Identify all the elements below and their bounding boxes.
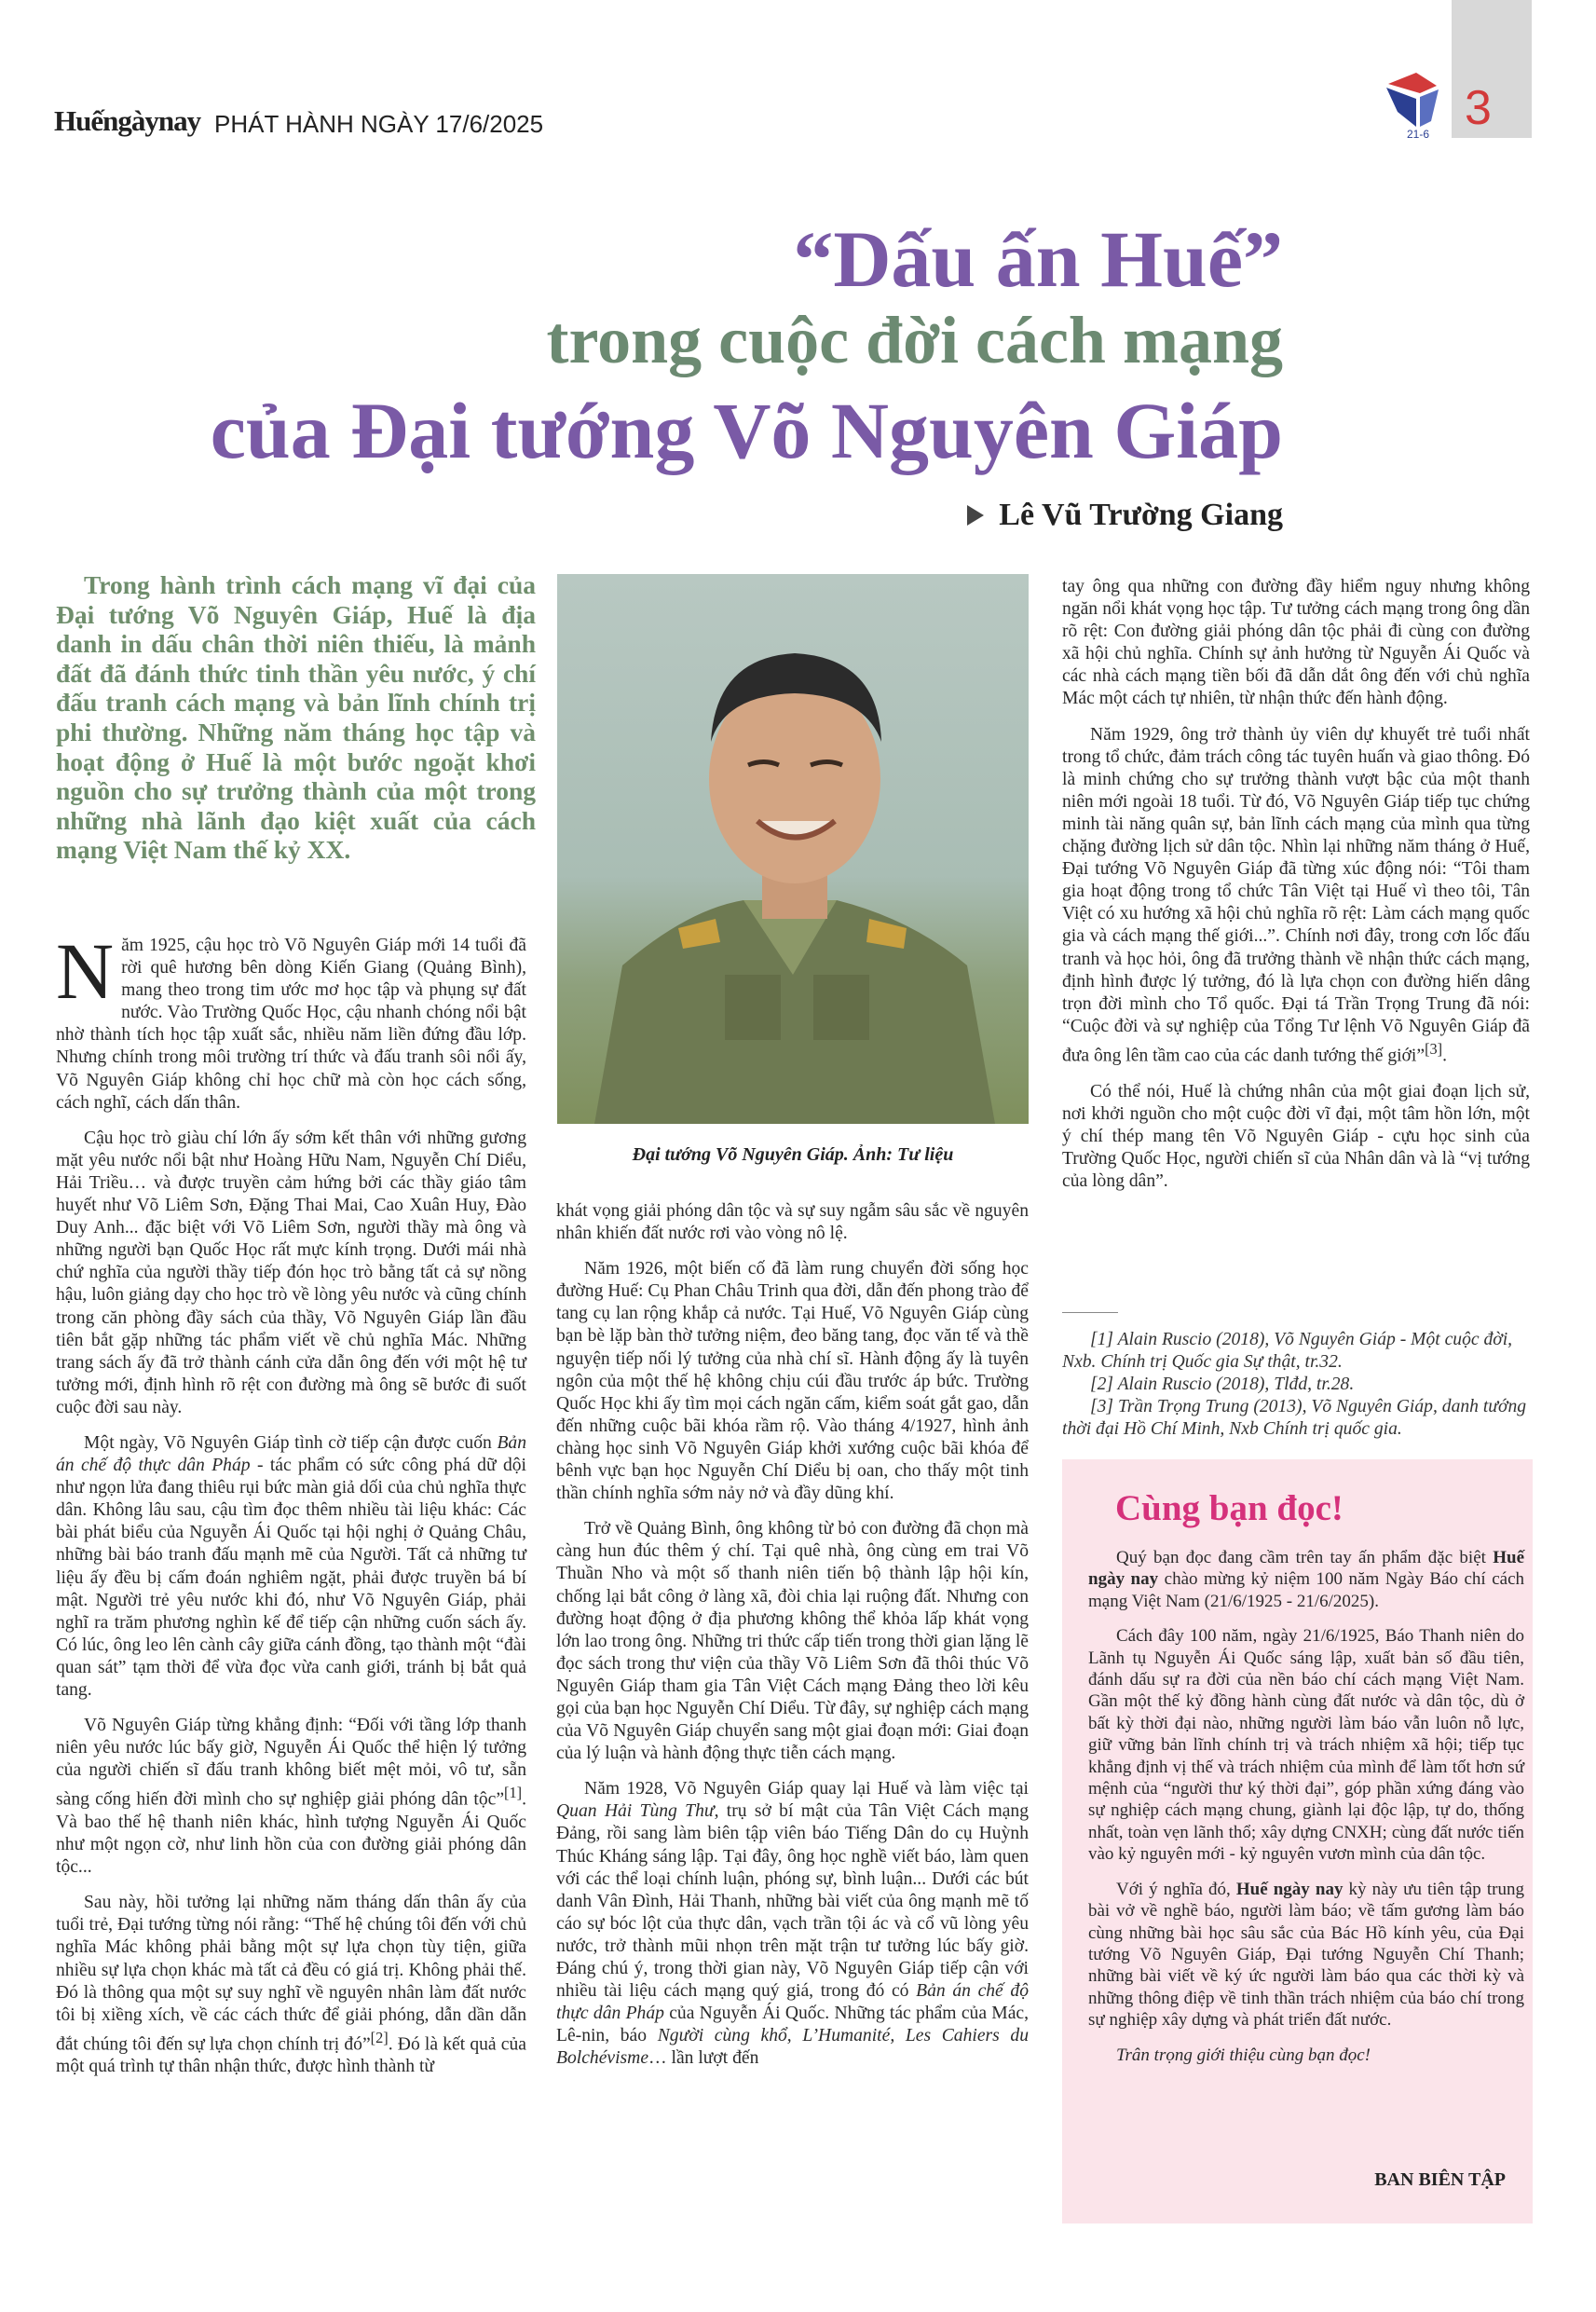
reader-note-body bbox=[1088, 1547, 1524, 2079]
text: … lần lượt đến bbox=[648, 2048, 759, 2069]
paragraph: tay ông qua những con đường đầy hiểm nguy nhưng không ngăn nổi khát vọng học tập. Tư tưởng cách mạng trong ông dần rõ rệt: Con đường giải phóng dân tộc phải đi cùng con đường xã hội chủ nghĩa. Chính sự ảnh hưởng từ Nguyễn Ái Quốc và các nhà cách mạng tiền bối đã dẫn dắt ông đến với chủ nghĩa Mác một cách tự nhiên, từ nhận thức đến hành động. bbox=[1062, 577, 1530, 709]
text: Sau này, hồi tưởng lại những năm tháng dấn thân ấy của tuổi trẻ, Đại tướng từng nói rằng: “Thế hệ chúng tôi đến với chủ nghĩa Mác không phải bằng một sự lựa chọn tùy tiện, giữa nhiều sự lựa chọn khác mà tất cả đều có giá trị. Không phải thế. Đó là thông qua một sự suy nghĩ về nguyên nhân làm đất nước tôi bị xiềng xích, về các cách thức để giải phóng, dẫn dần dẫn đắt chúng tôi đến sự lựa chọn chính trị đó” bbox=[56, 1893, 526, 2055]
text: Năm 1928, Võ Nguyên Giáp quay lại Huế và làm việc tại bbox=[584, 1779, 1029, 1799]
portrait-photo bbox=[557, 574, 1029, 1124]
references-divider bbox=[1062, 1312, 1118, 1313]
text: . bbox=[1442, 1046, 1448, 1066]
editorial-signature: BAN BIÊN TẬP bbox=[1374, 2169, 1506, 2190]
text: . Và bao thế hệ thanh niên khác, hình tượng Nguyễn Ái Quốc như một ngọn cờ, như linh hồn của con đường giải phóng dân tộc... bbox=[56, 1789, 526, 1878]
article-column-1 bbox=[56, 926, 527, 2092]
reference-item: [2] Alain Ruscio (2018), Tlđd, tr.28. bbox=[1090, 1375, 1355, 1394]
title-line-2: trong cuộc đời cách mạng bbox=[546, 303, 1283, 377]
page-number-bar bbox=[1452, 0, 1532, 138]
footnote-ref: [1] bbox=[504, 1784, 523, 1802]
place-name: Quan Hải Tùng Thư bbox=[556, 1801, 715, 1822]
title-line-3: của Đại tướng Võ Nguyên Giáp bbox=[210, 386, 1283, 475]
text: , trụ sở bí mật của Tân Việt Cách mạng Đảng, rồi sang làm biên tập viên báo Tiếng Dân do cụ Huỳnh Thúc Kháng sáng lập. Tại đây, ông học nghề viết báo, làm quen với các thể loại chính luận, phóng sự, bình luận... Dưới các bút danh Vân Đình, Hải Thanh, những bài viết của ông mạnh mẽ tố cáo sự bóc lột của thực dân, vạch trần tội ác và cổ vũ lòng yêu nước, trở thành mũi nhọn trên mặt trận tư tưởng lúc bấy giờ. Đáng chú ý, trong thời gian này, Võ Nguyên Giáp tiếp cận với nhiều tài liệu cách mạng quý giá, trong đó có bbox=[556, 1801, 1029, 2002]
author-name: Lê Vũ Trường Giang bbox=[999, 498, 1283, 532]
footnote-ref: [3] bbox=[1425, 1039, 1443, 1058]
reference-item: [1] Alain Ruscio (2018), Võ Nguyên Giáp - Một cuộc đời, Nxb. Chính trị Quốc gia Sự thật, tr.32. bbox=[1062, 1330, 1513, 1372]
logo-text: 21-6 bbox=[1407, 128, 1430, 140]
book-title: Bản án chế độ thực dân Pháp bbox=[56, 1432, 526, 1476]
text: Một ngày, Võ Nguyên Giáp tình cờ tiếp cận được cuốn bbox=[84, 1432, 498, 1453]
article-column-2 bbox=[556, 1200, 1029, 2083]
paragraph: Có thể nói, Huế là chứng nhân của một giai đoạn lịch sử, nơi khởi nguồn cho một cuộc đời vĩ đại, một tâm hồn lớn, một ý chí thép mang tên Võ Nguyên Giáp - cựu học sinh của Trường Quốc Học, người chiến sĩ của Nhân dân và là “vị tướng của lòng dân”. bbox=[1062, 1081, 1530, 1191]
paragraph bbox=[1062, 724, 1530, 1068]
reference-item: [3] Trần Trọng Trung (2013), Võ Nguyên Giáp, danh tướng thời đại Hồ Chí Minh, Nxb Chính trị quốc gia. bbox=[1062, 1397, 1527, 1439]
paragraph: khát vọng giải phóng dân tộc và sự suy ngẫm sâu sắc về nguyên nhân khiến đất nước rơi vào vòng nô lệ. bbox=[556, 1201, 1029, 1244]
text: Quý bạn đọc đang cầm trên tay ấn phẩm đặc biệt bbox=[1116, 1548, 1494, 1567]
paragraph: Cách đây 100 năm, ngày 21/6/1925, Báo Thanh niên do Lãnh tụ Nguyễn Ái Quốc sáng lập, xuất bản số đầu tiên, đánh dấu sự ra đời của nền báo chí cách mạng Việt Nam. Gần một thế kỷ đồng hành cùng đất nước và dân tộc, dù ở bất kỳ thời đại nào, những người làm báo vẫn luôn nỗ lực, giữ vững bản lĩnh chính trị và trách nhiệm xã hội; tiếp tục khẳng định vị thế và trách nhiệm của mình để làm tốt hơn sứ mệnh của “người thư ký thời đại”, góp phần xứng đáng vào sự nghiệp cách mạng chung, giành lại độc lập, tự do, thống nhất, toàn vẹn lãnh thổ; xây dựng CNXH; cùng đất nước tiến vào kỷ nguyên mới - kỷ nguyên vươn mình của dân tộc. bbox=[1088, 1626, 1524, 1865]
article-column-3 bbox=[1062, 576, 1530, 1206]
text: Năm 1929, ông trở thành ủy viên dự khuyết trẻ tuổi nhất trong tổ chức, đảm trách công tác tuyên huấn và giao thông. Đó là minh chứng cho sự trưởng thành vượt bậc của một thanh niên mới ngoài 18 tuổi. Từ đó, Võ Nguyên Giáp tiếp tục chứng minh tài năng quân sự, bản lĩnh cách mạng của mình qua từng chặng đường lịch sử dân tộc. Nhìn lại những năm tháng ở Huế, Đại tướng Võ Nguyên Giáp đã từng xúc động nói: “Tôi tham gia hoạt động trong tổ chức Tân Việt tại Huế vì theo tôi, Tân Việt có xu hướng xã hội chủ nghĩa rõ rệt: Làm cách mạng quốc gia và cách mạng thế giới...”. Chính nơi đây, trong cơn lốc đấu tranh và học hỏi, ông đã trưởng thành về nhận thức cách mạng, định hình được lý tưởng, đó là lựa chọn con đường hiến dâng trọn đời mình cho Tổ quốc. Đại tá Trần Trọng Trung đã nói: “Cuộc đời và sự nghiệp của Tổng Tư lệnh Võ Nguyên Giáp đã đưa ông lên tầm cao của các danh tướng thế giới” bbox=[1062, 724, 1530, 1066]
paragraph bbox=[1088, 1547, 1524, 1612]
paragraph: Cậu học trò giàu chí lớn ấy sớm kết thân với những gương mặt yêu nước nổi bật như Hoàng Hữu Nam, Nguyễn Chí Diểu, Hải Triều… và được truyền cảm hứng bởi các thầy giáo tâm huyết như Võ Liêm Sơn, Đặng Thai Mai, Cao Xuân Huy, Đào Duy Anh... đặc biệt với Võ Liêm Sơn, người thầy mà ông và những người bạn Quốc Học rất mực kính trọng. Dưới mái nhà chứ nghĩa của người thầy tiếp đón học trò bằng tất cả sự nồng hậu, luôn giảng dạy cho học trò về lòng yêu nước và cũng chính trong căn phòng đầy sách của thầy, Võ Nguyên Giáp lần đầu tiên bắt gặp những tác phẩm viết về chủ nghĩa Mác. Những trang sách ấy đã trở thành cánh cửa dẫn ông đến với một hệ tư tưởng mới, định hình rõ rệt con đường mà ông sẽ bước đi suốt cuộc đời sau này. bbox=[56, 1128, 526, 1417]
text: Với ý nghĩa đó, bbox=[1116, 1879, 1236, 1899]
text: Trân trọng giới thiệu cùng bạn đọc! bbox=[1116, 2045, 1371, 2065]
paragraph bbox=[56, 1432, 526, 1702]
title-line-1: “Dấu ấn Huế” bbox=[793, 214, 1283, 304]
paragraph bbox=[56, 1892, 526, 2078]
publication-name: Huế ngày nay bbox=[1088, 1548, 1524, 1590]
paragraph bbox=[56, 926, 526, 1115]
text: Võ Nguyên Giáp từng khẳng định: “Đối với tầng lớp thanh niên yêu nước lúc bấy giờ, Nguyễn Ái Quốc thể hiện lý tưởng của người chiến sĩ đấu tranh không biết mệt mỏi, vô tư, sẵn sàng cống hiến đời mình cho sự nghiệp giải phóng dân tộc” bbox=[56, 1716, 526, 1810]
paragraph bbox=[556, 1778, 1029, 2070]
text: - tác phẩm có sức công phá dữ dội như ngọn lửa đang thiêu rụi bức màn giả dối của chủ nghĩa thực dân. Không lâu sau, cậu tìm đọc thêm nhiều tài liệu khác: Các bài phát biểu của Nguyễn Ái Quốc tại hội nghị ở Quảng Châu, những bài báo tranh đấu mạnh mẽ của Người. Tất cả những tư liệu ấy đều bị cấm đoán nghiêm ngặt, phải được truyền bá bí mật. Người trẻ yêu nước khi đó, như Võ Nguyên Giáp, phải nghĩ ra trăm phương nghìn kế để tiếp cận những cuốn sách ấy. Có lúc, ông leo lên cành cây giữa cánh đồng, tạo thành một “đài quan sát” tạm thời để vừa đọc vừa canh giới, tránh bị bắt quả tang. bbox=[56, 1456, 527, 1700]
paragraph bbox=[1088, 1879, 1524, 2032]
play-triangle-icon bbox=[967, 505, 984, 526]
text: ăm 1925, cậu học trò Võ Nguyên Giáp mới 14 tuổi đã rời quê hương bên dòng Kiến Giang (Quảng Bình), mang theo trong tim ước mơ học tập và phụng sự đất nước. Vào Trường Quốc Học, cậu nhanh chóng nổi bật nhờ thành tích học tập xuất sắc, nhiều năm liền đứng đầu lớp. Nhưng chính trong môi trường trí thức và đấu tranh sôi nổi ấy, Võ Nguyên Giáp không chỉ học chữ mà còn học cách sống, cách nghĩ, cách dấn thân. bbox=[56, 936, 526, 1113]
references bbox=[1062, 1329, 1530, 1441]
paragraph bbox=[56, 1715, 526, 1879]
text: chào mừng kỷ niệm 100 năm Ngày Báo chí cách mạng Việt Nam (21/6/1925 - 21/6/2025). bbox=[1088, 1569, 1525, 1611]
book-title: Bản án chế độ thực dân Pháp bbox=[556, 1981, 1030, 2024]
page-number: 3 bbox=[1465, 81, 1492, 135]
closing-line bbox=[1088, 2045, 1524, 2066]
press-day-logo-icon bbox=[1379, 65, 1453, 140]
photo-caption: Đại tướng Võ Nguyên Giáp. Ảnh: Tư liệu bbox=[632, 1144, 954, 1165]
byline bbox=[967, 498, 1283, 533]
lead-paragraph: Trong hành trình cách mạng vĩ đại của Đại tướng Võ Nguyên Giáp, Huế là địa danh in dấu chân thời niên thiếu, là mảnh đất đã đánh thức tinh thần yêu nước, ý chí đấu tranh cách mạng và bản lĩnh chính trị phi thường. Những năm tháng học tập và hoạt động ở Huế là một bước ngoặt khơi nguồn cho sự trưởng thành của một trong những nhà lãnh đạo kiệt xuất của cách mạng Việt Nam thế kỷ XX. bbox=[56, 570, 536, 865]
publication-name: Huế ngày nay bbox=[1235, 1879, 1344, 1899]
publication-titles: Người cùng khổ, L’Humanité, Les Cahiers du Bolchévisme bbox=[556, 2026, 1029, 2069]
reader-note-title: Cùng bạn đọc! bbox=[1115, 1488, 1344, 1528]
masthead: Huếngàynay bbox=[54, 104, 201, 137]
text: kỳ này ưu tiên tập trung bài vở về nghề báo, người làm báo; về tấm gương làm báo cùng những bài học sâu sắc của Bác Hồ kính yêu, của Đại tướng Võ Nguyên Giáp, Đại tướng Nguyễn Chí Thanh; những bài viết về ký ức người làm báo qua các thời kỳ và những thông điệp về tinh thần trách nhiệm của báo chí trong sự nghiệp xây dựng và phát triển đất nước. bbox=[1088, 1879, 1525, 2031]
issue-date: PHÁT HÀNH NGÀY 17/6/2025 bbox=[214, 110, 544, 138]
text: . Đó là kết quả của một quá trình tự thân nhận thức, được hình thành từ bbox=[56, 2034, 526, 2077]
paragraph: Trở về Quảng Bình, ông không từ bỏ con đường đã chọn mà càng hun đúc thêm ý chí. Tại quê nhà, ông cùng em trai Võ Thuần Nho và một số thanh niên tiến bộ thành lập hội kín, chống lại bắt công ở làng xã, đòi chia lại ruộng đất. Nhưng con đường hoạt động ở địa phương không thể khỏa lấp khát vọng lớn lao trong ông. Những tri thức cấp tiến trong thời gian lặng lẽ đọc sách trong thư viện của thầy Võ Liêm Sơn đã thôi thúc Võ Nguyên Giáp tham gia Tân Việt Cách mạng Đảng theo lời kêu gọi của bạn học Nguyễn Chí Diểu. Từ đây, sự nghiệp cách mạng của Võ Nguyên Giáp chuyển sang một giai đoạn mới: Giai đoạn của lý luận và hành động thực tiễn cách mạng. bbox=[556, 1519, 1029, 1764]
paragraph: Năm 1926, một biến cố đã làm rung chuyển đời sống học đường Huế: Cụ Phan Châu Trinh qua đời, dẫn đến phong trào để tang cụ lan rộng khắp cả nước. Tại Huế, Võ Nguyên Giáp cùng bạn bè lặp bàn thờ tưởng niệm, đeo băng tang, đọc văn tế và thề nguyện tiếp nối lý tưởng của nhà chí sĩ. Hành động ấy là tuyên ngôn của một thế hệ không chịu cúi đầu trước áp bức. Trường Quốc Học khi ấy tìm mọi cách ngăn cấm, kiểm soát gắt gao, dẫn đến những cuộc bãi khóa rầm rộ. Vào tháng 4/1927, hình ảnh chàng học sinh Võ Nguyên Giáp khởi xướng cuộc bãi khóa để bênh vực bạn học Nguyễn Chí Diểu bị oan, cho thấy một tinh thần chính nghĩa sớm nảy nở và đầy dũng khí. bbox=[556, 1259, 1029, 1504]
dropcap: N bbox=[56, 926, 115, 1016]
footnote-ref: [2] bbox=[370, 2028, 389, 2046]
text: của Nguyễn Ái Quốc. Những tác phẩm của Mác, Lê-nin, báo bbox=[556, 2004, 1030, 2046]
